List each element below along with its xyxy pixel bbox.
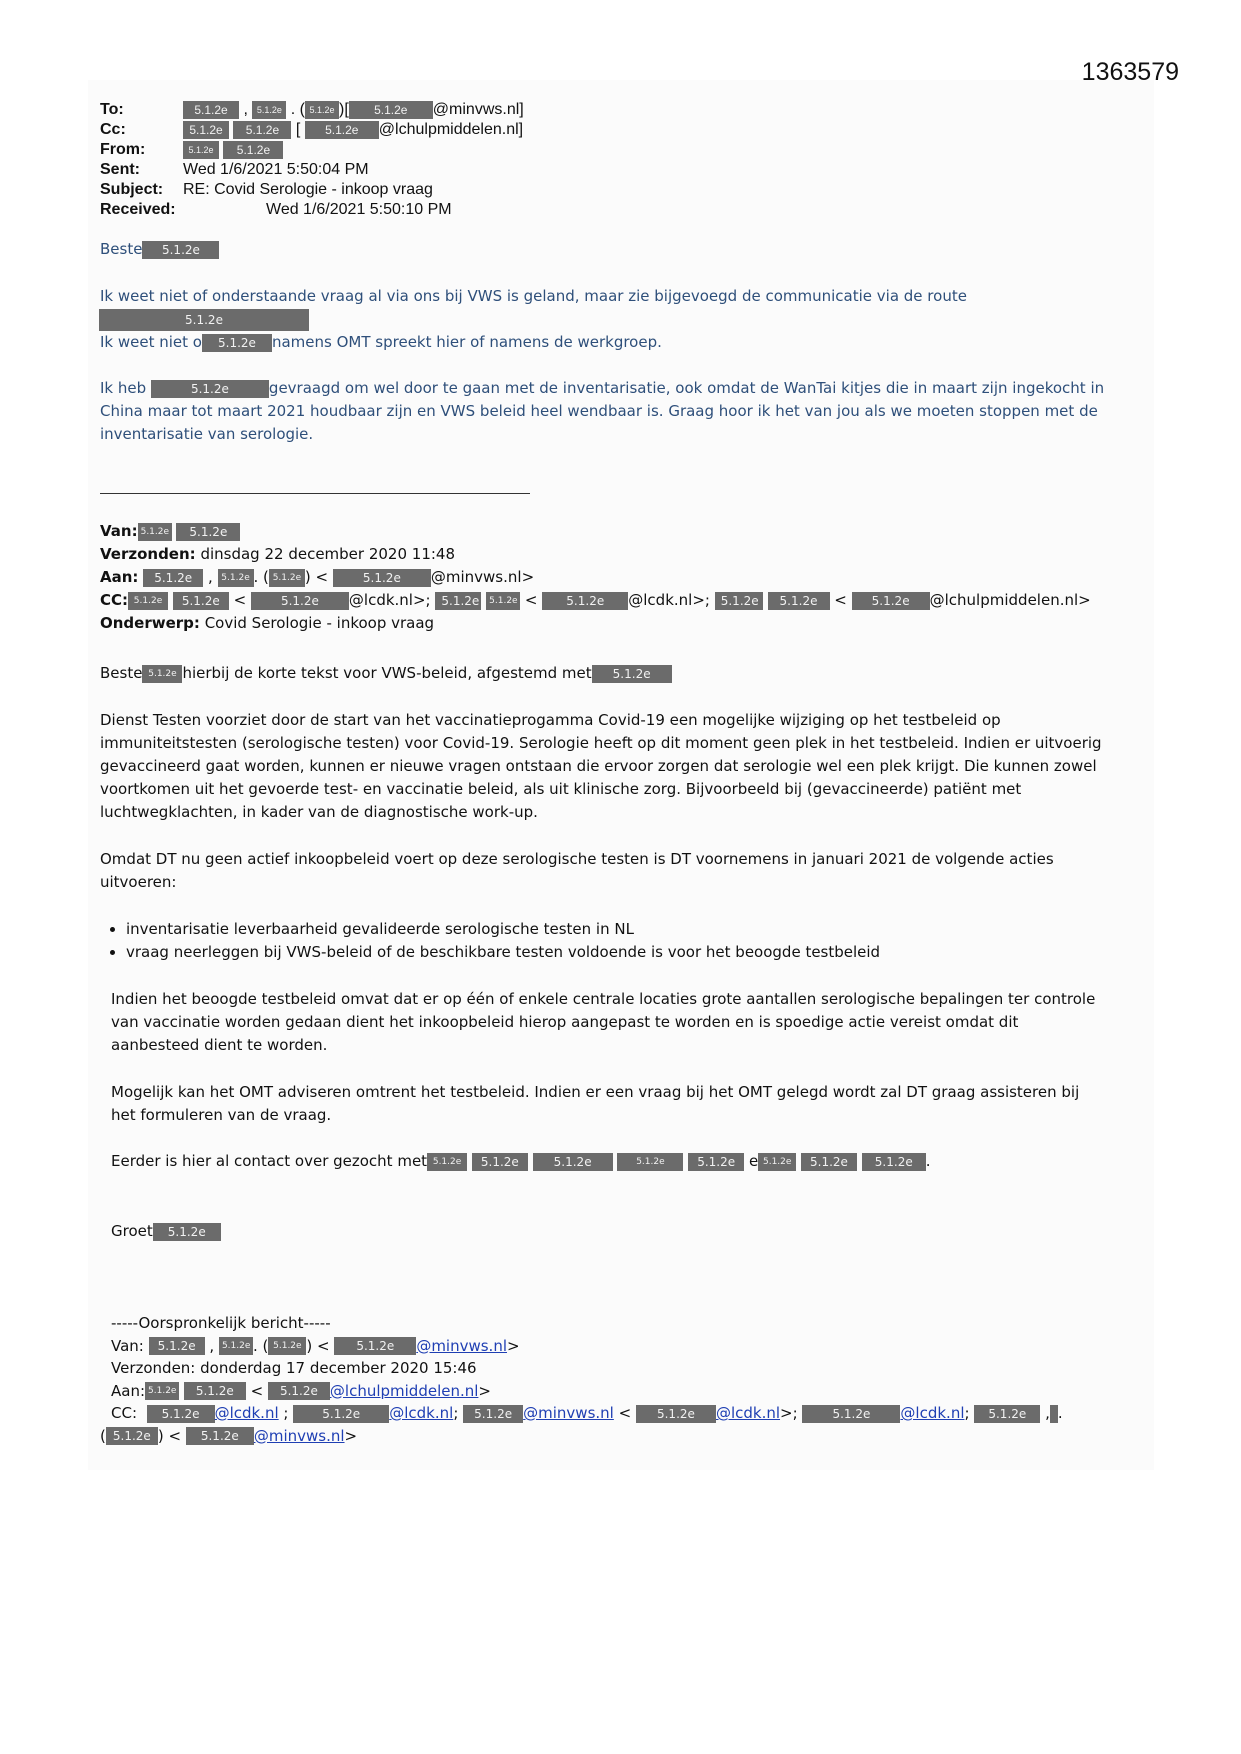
greeting-text: Beste [100, 240, 143, 258]
reply-p3b: gevraagd om wel door te gaan met de inventarisatie, ook omdat de WanTai kitjes die in maart zijn ingekocht in [268, 379, 1105, 397]
reply-p2a: Ik weet niet o [100, 333, 202, 351]
orig-aan-row: Aan: 5.1.2e 5.1.2e < 5.1.2e @lchulpmiddelen.nl> [111, 1381, 491, 1400]
fwd-cc-row: CC: 5.1.2e 5.1.2e < 5.1.2e @lcdk.nl>; 5.1.2e 5.1.2e < 5.1.2e @lcdk.nl>; 5.1.2e 5.1.2e < 5.1.2e @lchulpmiddelen.nl> [100, 591, 1091, 609]
msg-p1-line: immuniteitstesten (serologische testen) voor Covid-19. Serologie heeft op dit moment geen plek in het testbeleid. Indien er uitvoerig [100, 734, 1102, 752]
redaction: 5.1.2e [542, 592, 628, 610]
redaction: 5.1.2e [176, 523, 240, 541]
orig-cc-link[interactable]: @minvws.nl [523, 1404, 614, 1422]
redaction: 5.1.2e [147, 1405, 215, 1423]
redaction: 5.1.2e [533, 1153, 613, 1171]
msg-p1-line: voortkomen uit het gevoerde test- en vaccinatie beleid, als uit klinische zorg. Bijvoorbeeld bij (gevaccineerde) patiënt met [100, 780, 1022, 798]
redaction: 5.1.2e [636, 1405, 716, 1423]
msg-p1-line: gevaccineerd gaat worden, kunnen er nieuwe vragen ontstaan die ervoor zorgen dat serologie wel een plek krijgt. Die kunnen zowel [100, 757, 1097, 775]
reply-greeting [100, 238, 1140, 261]
reply-p3d: inventarisatie van serologie. [100, 425, 314, 443]
orig-cc-link[interactable]: @lcdk.nl [900, 1404, 965, 1422]
orig-aan-link[interactable]: @lchulpmiddelen.nl [329, 1381, 479, 1400]
redaction [1050, 1405, 1058, 1423]
redaction: 5.1.2e [592, 665, 672, 683]
fwd-van-row [100, 520, 1091, 543]
subject-label: Subject: [100, 181, 164, 198]
message-greeting [100, 662, 1140, 685]
redaction: 5.1.2e [145, 1382, 179, 1400]
redaction: 5.1.2e [183, 141, 219, 159]
fwd-aan-row: Aan: 5.1.2e , 5.1.2e . ( 5.1.2e ) < 5.1.2e @minvws.nl> [100, 568, 535, 586]
to-row: To: 5.1.2e , 5.1.2e . ( 5.1.2e )[ 5.1.2e @minvws.nl] [100, 101, 524, 118]
redaction: 5.1.2e [862, 1153, 926, 1171]
received-value: Wed 1/6/2021 5:50:10 PM [266, 201, 452, 218]
fwd-van-label: Van: [100, 522, 138, 540]
msg-p2-line: uitvoeren: [100, 873, 177, 891]
redaction: 5.1.2e [472, 1153, 528, 1171]
redaction: 5.1.2e [305, 101, 339, 119]
orig-cc-label: CC: [111, 1404, 138, 1422]
redaction: 5.1.2e [293, 1405, 389, 1423]
orig-cc-link[interactable]: @lcdk.nl [389, 1404, 454, 1422]
redaction: 5.1.2e [142, 665, 182, 683]
from-row [100, 140, 524, 160]
orig-cc-link[interactable]: @minvws.nl [253, 1426, 345, 1445]
redaction: 5.1.2e [305, 121, 379, 139]
redaction: 5.1.2e [349, 101, 433, 119]
orig-van-row: Van: 5.1.2e , 5.1.2e . ( 5.1.2e ) < 5.1.2e @minvws.nl> [111, 1336, 520, 1355]
fwd-cc-lcdk2: @lcdk.nl>; [628, 591, 710, 609]
redaction: 5.1.2e [852, 592, 930, 610]
fwd-onderwerp-row [100, 612, 1091, 635]
redaction: 5.1.2e [183, 101, 239, 119]
message-closing [111, 1220, 1141, 1243]
to-suffix: @minvws.nl] [432, 101, 524, 118]
redaction: 5.1.2e [268, 1337, 306, 1355]
orig-van-link[interactable]: @minvws.nl [416, 1336, 508, 1355]
orig-verzonden-row [111, 1357, 1063, 1380]
reply-p1: Ik weet niet of onderstaande vraag al via ons bij VWS is geland, maar zie bijgevoegd de communicatie via de route [100, 287, 967, 305]
redaction: 5.1.2e [715, 592, 763, 610]
received-row [100, 200, 524, 220]
cc-row: Cc: 5.1.2e 5.1.2e [ 5.1.2e @lchulpmiddelen.nl] [100, 121, 524, 138]
document-number: 1363579 [1081, 58, 1179, 86]
redaction: 5.1.2e [768, 592, 830, 610]
fwd-cc-lcdk1: @lcdk.nl>; [348, 591, 431, 609]
redaction: 5.1.2e [184, 1382, 246, 1400]
reply-p2b: namens OMT spreekt hier of namens de werkgroep. [271, 333, 662, 351]
fwd-onderwerp-value: Covid Serologie - inkoop vraag [204, 614, 435, 632]
msg-p2-line: Omdat DT nu geen actief inkoopbeleid voert op deze serologische testen is DT voornemens in januari 2021 de volgende acties [100, 850, 1054, 868]
redaction: 5.1.2e [128, 592, 168, 610]
fwd-verzonden-label: Verzonden: [100, 545, 196, 563]
subject-value: RE: Covid Serologie - inkoop vraag [183, 181, 433, 198]
redaction: 5.1.2e [974, 1405, 1040, 1423]
redaction: 5.1.2e [219, 1337, 253, 1355]
redaction: 5.1.2e [183, 121, 229, 139]
message-bullets [100, 918, 1140, 964]
forward-header [100, 520, 1091, 635]
redaction: 5.1.2e [463, 1405, 523, 1423]
to-label: To: [100, 101, 124, 118]
msg-greeting-a: Beste [100, 664, 143, 682]
redaction: 5.1.2e [758, 1153, 796, 1171]
redaction: 5.1.2e [142, 241, 219, 259]
sent-row [100, 160, 524, 180]
fwd-cc-label: CC: [100, 591, 129, 609]
reply-p3c: China maar tot maart 2021 houdbaar zijn en VWS beleid heel wendbaar is. Graag hoor ik het van jou als we moeten stoppen met de [100, 402, 1098, 420]
orig-cc-link[interactable]: @lcdk.nl [214, 1404, 279, 1422]
orig-cc-link[interactable]: @lcdk.nl [715, 1404, 781, 1422]
redaction: 5.1.2e [435, 592, 481, 610]
redaction: 5.1.2e [233, 121, 291, 139]
redaction: 5.1.2e [252, 101, 286, 119]
redaction: 5.1.2e [153, 1223, 221, 1241]
redaction: 5.1.2e [688, 1153, 744, 1171]
msg-p4-line: het formuleren van de vraag. [111, 1106, 332, 1124]
bullet-item: • vraag neerleggen bij VWS-beleid of de beschikbare testen voldoende is voor het beoogde testbeleid [126, 941, 1140, 964]
message-paragraph-4 [111, 1081, 1141, 1127]
msg-p4-line: Mogelijk kan het OMT adviseren omtrent het testbeleid. Indien er een vraag bij het OMT gelegd wordt zal DT graag assisteren bij [111, 1083, 1080, 1101]
redaction: 5.1.2e [138, 523, 172, 541]
fwd-onderwerp-label: Onderwerp: [100, 614, 200, 632]
message-paragraph-2 [100, 848, 1140, 894]
redaction: 5.1.2e [186, 1427, 254, 1445]
fwd-aan-label: Aan: [100, 568, 139, 586]
message-paragraph-5: Eerder is hier al contact over gezocht met 5.1.2e 5.1.2e 5.1.2e 5.1.2e 5.1.2e e 5.1.2e 5.1.2e 5.1.2e . [111, 1152, 931, 1170]
fwd-verzonden-row [100, 543, 1091, 566]
fwd-verzonden-value: dinsdag 22 december 2020 11:48 [200, 545, 456, 563]
msg-p3-line: van vaccinatie worden gedaan dient het inkoopbeleid hierop aangepast te worden en is spoedige actie vereist omdat dit [111, 1013, 1019, 1031]
redaction: 5.1.2e [149, 1337, 205, 1355]
reply-paragraph-3 [100, 377, 1140, 446]
reply-p3a: Ik heb [100, 379, 147, 397]
redaction: 5.1.2e [269, 569, 305, 587]
sent-value: Wed 1/6/2021 5:50:04 PM [183, 161, 369, 178]
redaction: 5.1.2e [151, 380, 269, 398]
msg-greeting-b: hierbij de korte tekst voor VWS-beleid, afgestemd met [182, 664, 592, 682]
redaction: 5.1.2e [223, 141, 283, 159]
orig-verzonden-value: donderdag 17 december 2020 15:46 [200, 1359, 477, 1377]
orig-marker: -----Oorspronkelijk bericht----- [111, 1314, 331, 1332]
email-header [100, 100, 524, 220]
redaction: 5.1.2e [106, 1427, 158, 1445]
redaction: 5.1.2e [334, 1337, 416, 1355]
redaction: 5.1.2e [427, 1153, 467, 1171]
msg-p3-line: Indien het beoogde testbeleid omvat dat er op één of enkele centrale locaties grote aantallen serologische bepalingen ter controle [111, 990, 1096, 1008]
reply-paragraph-1 [100, 285, 1140, 354]
redaction: 5.1.2e [251, 592, 349, 610]
redaction: 5.1.2e [486, 592, 520, 610]
redaction: 5.1.2e [333, 569, 431, 587]
msg-p5: Eerder is hier al contact over gezocht met [111, 1152, 428, 1170]
fwd-aan-suffix: @minvws.nl> [430, 568, 535, 586]
message-paragraph-3 [111, 988, 1141, 1057]
separator-line [100, 493, 530, 494]
redaction: 5.1.2e [617, 1153, 683, 1171]
bullet-item: • inventarisatie leverbaarheid gevalideerde serologische testen in NL [126, 918, 1140, 941]
msg-p1-line: Dienst Testen voorziet door de start van het vaccinatieprogamma Covid-19 een mogelijke wijziging op het testbeleid op [100, 711, 1001, 729]
redaction: 5.1.2e [202, 334, 272, 352]
cc-label: Cc: [100, 121, 126, 138]
redaction: 5.1.2e [143, 569, 203, 587]
subject-row [100, 180, 524, 200]
orig-cc-row: CC: 5.1.2e @lcdk.nl ; 5.1.2e @lcdk.nl; 5.1.2e @minvws.nl < 5.1.2e @lcdk.nl>; 5.1.2e @lcdk.nl; 5.1.2e , . [111, 1404, 1063, 1422]
cc-suffix: @lchulpmiddelen.nl] [378, 121, 524, 138]
redaction: 5.1.2e [268, 1382, 330, 1400]
msg-p3-line: aanbesteed dient te worden. [111, 1036, 328, 1054]
orig-van-label: Van: [111, 1336, 144, 1355]
fwd-cc-hulp: @lchulpmiddelen.nl> [929, 591, 1091, 609]
redaction: 5.1.2e [173, 592, 229, 610]
redaction: 5.1.2e [99, 309, 309, 331]
redaction: 5.1.2e [801, 1153, 857, 1171]
closing-text: Groet [111, 1222, 153, 1240]
orig-verzonden-label: Verzonden: [111, 1359, 196, 1377]
orig-cc-row-2: ( 5.1.2e ) < 5.1.2e @minvws.nl> [100, 1426, 358, 1445]
msg-p1-line: luchtwegklachten, in kader van de diagnostische work-up. [100, 803, 538, 821]
message-paragraph-1 [100, 709, 1140, 824]
received-label: Received: [100, 201, 176, 218]
redaction: 5.1.2e [802, 1405, 900, 1423]
sent-label: Sent: [100, 161, 140, 178]
from-label: From: [100, 141, 146, 158]
original-message [100, 1312, 1063, 1447]
msg-p5-e: e [748, 1152, 759, 1170]
orig-aan-label: Aan: [111, 1381, 146, 1400]
redaction: 5.1.2e [218, 569, 254, 587]
